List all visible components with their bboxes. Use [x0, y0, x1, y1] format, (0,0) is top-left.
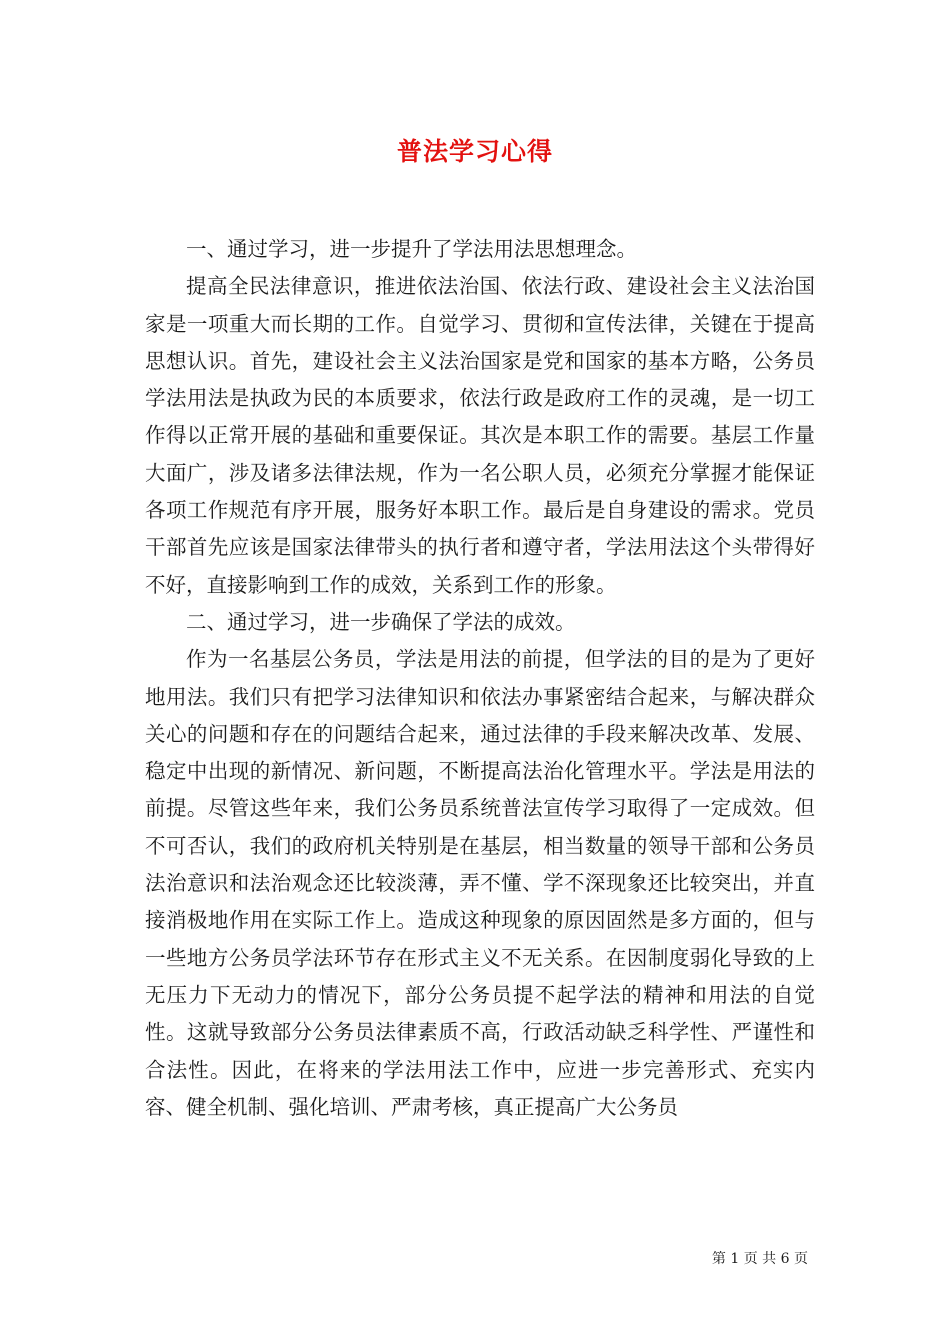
section-heading-1: 一、通过学习，进一步提升了学法用法思想理念。	[186, 237, 637, 261]
section-heading-2: 二、通过学习，进一步确保了学法的成效。	[186, 609, 576, 634]
document-body	[145, 231, 815, 1126]
page-number-footer: 第 1 页 共 6 页	[711, 1251, 808, 1267]
paragraph-2: 作为一名基层公务员，学法是用法的前提，但学法的目的是为了更好地用法。我们只有把学习法律知识和依法办事紧密结合起来，与解决群众关心的问题和存在的问题结合起来，通过法律的手段来解决改革、发展、稳定中出现的新情况、新问题，不断提高法治化管理水平。学法是用法的前提。尽管这些年来，我们公务员系统普法宣传学习取得了一定成效。但不可否认，我们的政府机关特别是在基层，相当数量的领导干部和公务员法治意识和法治观念还比较淡薄，弄不懂、学不深现象还比较突出，并直接消极地作用在实际工作上。造成这种现象的原因固然是多方面的，但与一些地方公务员学法环节存在形式主义不无关系。在因制度弱化导致的上无压力下无动力的情况下，部分公务员提不起学法的精神和用法的自觉性。这就导致部分公务员法律素质不高，行政活动缺乏科学性、严谨性和合法性。因此，在将来的学法用法工作中，应进一步完善形式、充实内容、健全机制、强化培训、严肃考核，真正提高广大公务员	[145, 647, 815, 1119]
document-title: 普法学习心得	[396, 137, 553, 166]
paragraph-1: 提高全民法律意识，推进依法治国、依法行政、建设社会主义法治国家是一项重大而长期的工作。自觉学习、贯彻和宣传法律，关键在于提高思想认识。首先，建设社会主义法治国家是党和国家的基本方略，公务员学法用法是执政为民的本质要求，依法行政是政府工作的灵魂，是一切工作得以正常开展的基础和重要保证。其次是本职工作的需要。基层工作量大面广，涉及诸多法律法规，作为一名公职人员，必须充分掌握才能保证各项工作规范有序开展，服务好本职工作。最后是自身建设的需求。党员干部首先应该是国家法律带头的执行者和遵守者，学法用法这个头带得好不好，直接影响到工作的成效，关系到工作的形象。	[145, 274, 815, 597]
